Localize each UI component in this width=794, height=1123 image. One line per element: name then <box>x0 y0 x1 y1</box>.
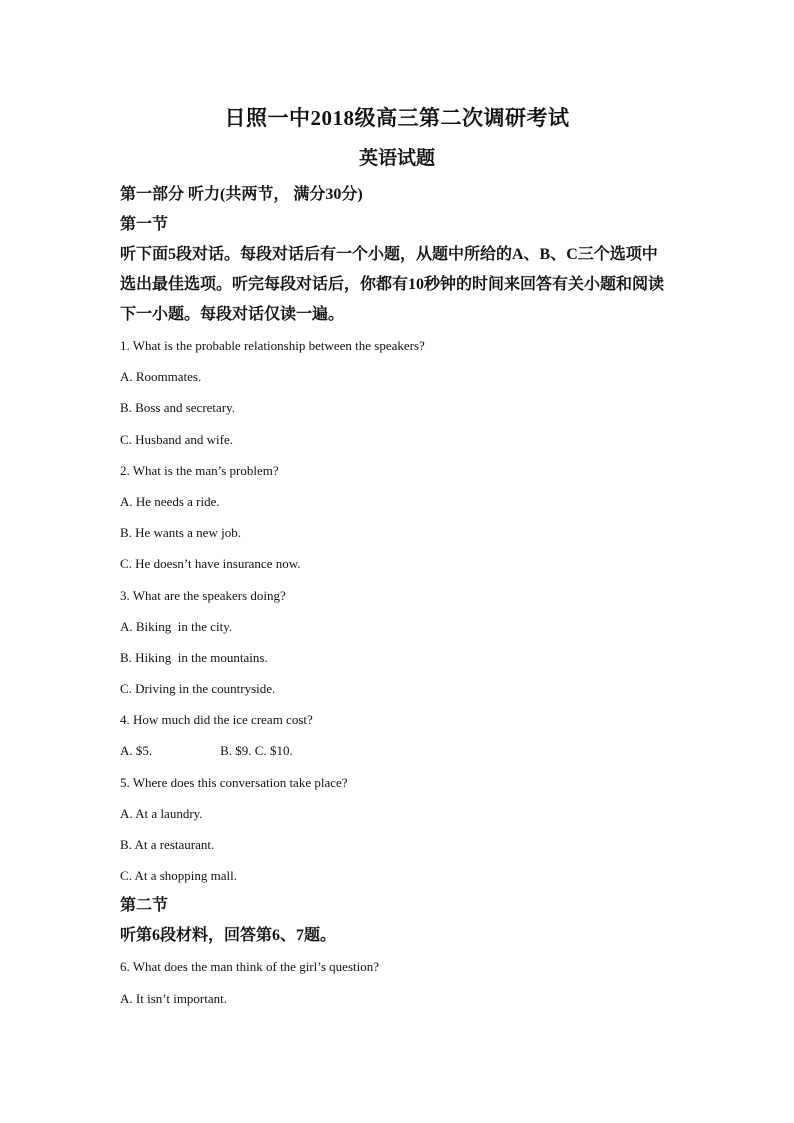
question-6 <box>120 951 680 1013</box>
answer-option: B. Boss and secretary. <box>120 400 236 416</box>
section1-instruction-line: 选出最佳选项。听完每段对话后，你都有10秒钟的时间来回答有关小题和阅读 <box>120 276 665 293</box>
section1-heading: 第一节 <box>120 216 169 233</box>
answer-option: B. At a restaurant. <box>120 837 215 852</box>
exam-subtitle: 英语试题 <box>358 148 435 169</box>
question-1 <box>120 330 680 455</box>
section2-heading: 第二节 <box>120 897 169 915</box>
question-stem: 4. How much did the ice cream cost? <box>120 712 313 728</box>
answer-option: A. Roommates. <box>120 369 202 385</box>
question-4 <box>120 704 680 766</box>
answer-option: C. Driving in the countryside. <box>120 681 276 697</box>
answer-option: A. He needs a ride. <box>120 493 220 509</box>
answer-option: C. At a shopping mall. <box>120 868 237 884</box>
answer-option: B. He wants a new job. <box>120 525 241 541</box>
section1-instruction-line: 听下面5段对话。每段对话后有一个小题，从题中所给的A、B、C三个选项中 <box>120 246 658 263</box>
answer-option: A. Biking in the city. <box>120 618 233 634</box>
answer-option: A. At a laundry. <box>120 805 203 821</box>
question-stem: 2. What is the man’s problem? <box>120 462 279 478</box>
answer-option: B. $9. C. $10. <box>220 743 293 759</box>
part1-heading: 第一部分 听力(共两节， 满分30分) <box>120 186 363 203</box>
question-5 <box>120 767 680 892</box>
section1-instruction-line: 下一小题。每段对话仅读一遍。 <box>120 306 345 323</box>
exam-title: 日照一中2018级高三第二次调研考试 <box>224 106 570 130</box>
question-stem: 6. What does the man think of the girl’s question? <box>120 959 379 975</box>
section1-instruction <box>120 240 680 330</box>
section2-instruction: 听第6段材料，回答第6、7题。 <box>120 927 337 945</box>
answer-option: A. $5. <box>120 743 153 759</box>
answer-option: A. It isn’t important. <box>120 990 228 1006</box>
question-stem: 1. What is the probable relationship between the speakers? <box>120 338 425 353</box>
exam-content <box>120 180 680 1014</box>
answer-option: C. He doesn’t have insurance now. <box>120 556 301 572</box>
answer-option: B. Hiking in the mountains. <box>120 649 268 665</box>
question-2 <box>120 455 680 580</box>
question-stem: 5. Where does this conversation take place? <box>120 774 348 790</box>
question-stem: 3. What are the speakers doing? <box>120 587 286 603</box>
answer-option: C. Husband and wife. <box>120 431 234 447</box>
answer-options-row <box>120 735 680 766</box>
question-3 <box>120 580 680 705</box>
